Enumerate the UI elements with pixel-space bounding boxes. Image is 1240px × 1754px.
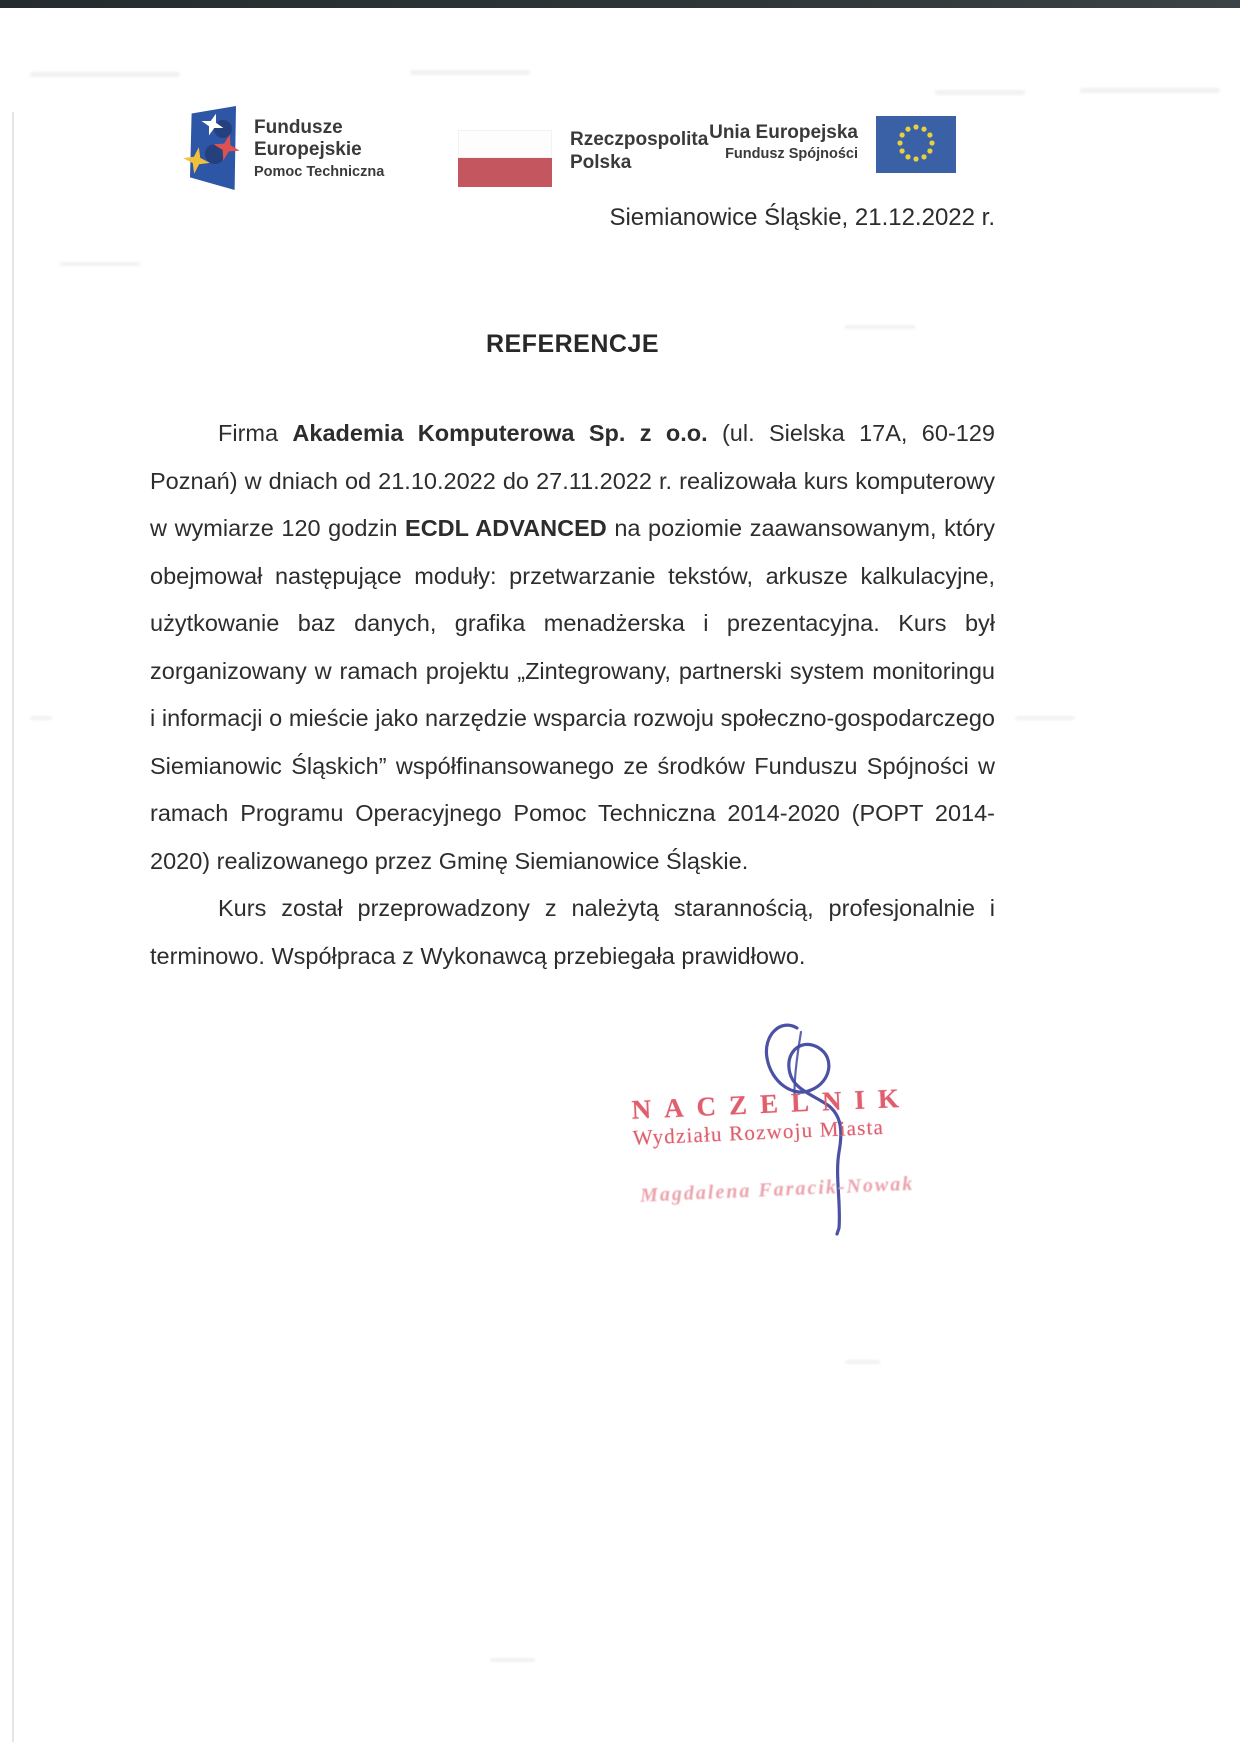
eu-subtitle: Fundusz Spójności [725,146,858,162]
p1-text: Firma [218,420,293,446]
stamp-title: NACZELNIK [630,1082,913,1125]
poland-title-line2: Polska [570,152,632,173]
scan-smudge [845,325,915,329]
eu-logo [700,122,956,173]
place-and-date: Siemianowice Śląskie, 21.12.2022 r. [609,204,995,231]
eu-flag-icon [876,116,956,173]
company-name: Akademia Komputerowa Sp. z o.o. [292,420,708,446]
scan-smudge [845,1360,880,1364]
funds-title-line1: Fundusze [254,116,343,138]
poland-logo-text [570,128,708,174]
p1-text: na poziomie zaawansowanym, który obejmował następujące moduły: przetwarzanie tekstów, arkusze kalkulacyjne, użytkowanie baz danych, grafika menadżerska i prezentacyjna. Kurs był zorganizowany w ramach projektu „Zintegrowany, partnerski system monitoringu i informacji o mieście jako narzędzie wsparcia rozwoju społeczno-gospodarczego Siemianowic Śląskich” współfinansowanego ze środków Funduszu Spójności w ramach Programu Operacyjnego Pomoc Techniczna 2014-2020 (POPT 2014-2020) realizowanego przez Gminę Siemianowice Śląskie. [150,515,995,874]
poland-logo [458,128,708,187]
poland-title-line1: Rzeczpospolita [570,129,709,150]
eu-title: Unia Europejska [709,122,858,143]
p1-text: (ul. Sielska 17A, 60-129 Poznań) w dniach od 21.10.2022 do 27.11.2022 r. realizowała kurs komputerowy w wymiarze 120 godzin [150,420,995,541]
poland-flag-white-stripe [458,130,552,158]
document-title: REFERENCJE [485,330,660,358]
scan-smudge [30,716,52,720]
poland-flag-red-stripe [458,158,552,187]
eu-funds-flag-icon [190,106,236,190]
eu-funds-logo-text [254,117,384,180]
poland-flag-icon [458,130,552,187]
eu-funds-logo [190,106,384,190]
stamp-signatory-name: Magdalena Faracik-Nowak [639,1172,915,1207]
funds-title-line2: Europejskie [254,138,362,160]
scan-smudge [60,262,140,266]
scan-smudge [935,90,1025,95]
eu-logo-text [700,122,858,162]
paragraph-2: Kurs został przeprowadzony z należytą starannością, profesjonalnie i terminowo. Współpraca z Wykonawcą przebiegała prawidłowo. [150,895,995,969]
scan-smudge [1080,88,1220,93]
scan-artifact-topline [0,0,1240,8]
stamp-department: Wydziału Rozwoju Miasta [632,1114,885,1150]
scan-smudge [1015,716,1075,720]
course-name: ECDL ADVANCED [405,515,607,541]
letter-body [150,410,995,980]
scan-smudge [490,1658,535,1662]
scan-smudge [30,72,180,77]
scan-artifact-left-edge [12,112,14,1742]
scan-smudge [410,70,530,75]
official-stamp [631,1081,943,1150]
funds-subtitle: Pomoc Techniczna [254,163,385,180]
paragraph-1 [150,410,995,885]
